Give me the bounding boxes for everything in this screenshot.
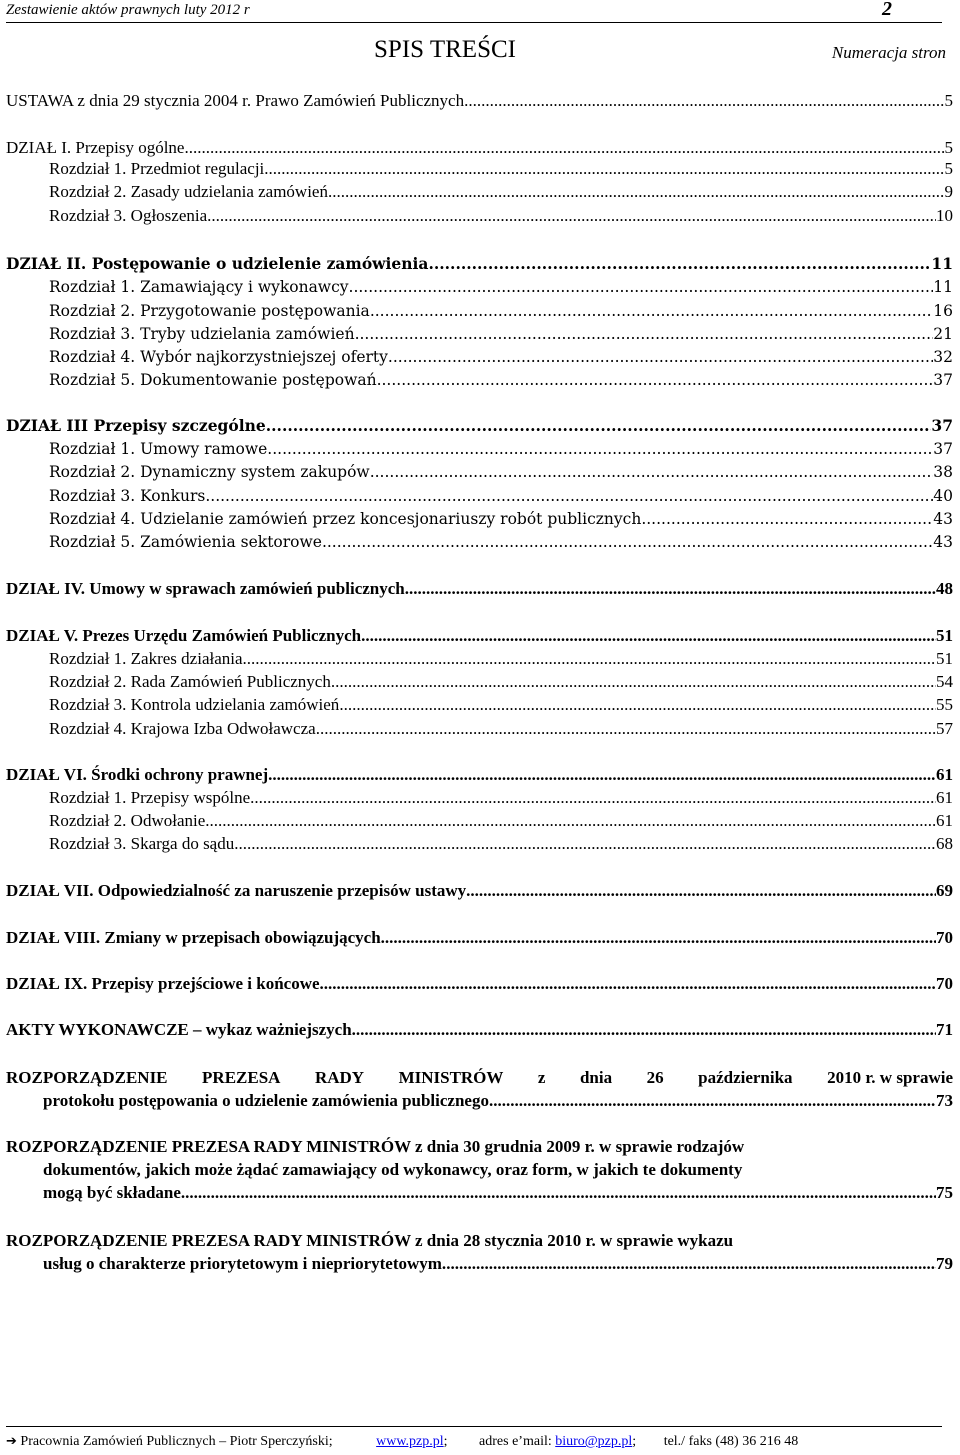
toc-entry-page: 71 [936, 1020, 953, 1039]
toc-entry-text: Rozdział 4. Wybór najkorzystniejszej oferty [49, 348, 388, 366]
leader-dots [466, 880, 936, 902]
toc-entry-text: DZIAŁ IV. Umowy w sprawach zamówień publicznych [6, 579, 405, 598]
toc-entry-section[interactable] [6, 625, 953, 647]
toc-entry-text: DZIAŁ I. Przepisy ogólne [6, 138, 185, 157]
page-header [6, 0, 942, 23]
toc-entry-page: 43 [933, 510, 953, 528]
toc-entry-section[interactable] [6, 578, 953, 600]
toc-entry-page: 37 [931, 416, 953, 435]
toc-entry-section[interactable] [6, 253, 953, 275]
toc-entry-regulation[interactable] [6, 1066, 953, 1112]
toc-entry-page: 5 [944, 91, 953, 110]
toc-entry-regulation[interactable] [6, 1229, 953, 1275]
toc-entry-text: Rozdział 1. Umowy ramowe [49, 440, 268, 458]
toc-entry-page: 51 [936, 649, 953, 668]
leader-dots [268, 764, 936, 786]
leader-dots [464, 90, 944, 112]
toc-entry-chapter[interactable] [49, 787, 953, 809]
toc-entry-chapter[interactable] [49, 158, 953, 180]
toc-entry-page: 32 [933, 348, 953, 366]
toc-entry-page: 21 [933, 325, 953, 343]
leader-dots [349, 276, 934, 298]
footer-website-link[interactable] [376, 1434, 447, 1450]
toc-entry-chapter[interactable] [49, 485, 953, 507]
leader-dots [185, 1181, 936, 1204]
regulation-line [6, 1135, 953, 1158]
toc-entry-section[interactable] [6, 764, 953, 786]
leader-dots [205, 485, 933, 507]
toc-entry-text: Rozdział 2. Przygotowanie postępowania [49, 302, 370, 320]
toc-entry-page: 61 [936, 788, 953, 807]
toc-entry-page: 54 [936, 672, 953, 691]
toc-entry-page: 68 [936, 834, 953, 853]
toc-entry-section[interactable] [6, 137, 953, 159]
toc-entry-regulation[interactable] [6, 1135, 953, 1204]
toc-entry-page: 55 [936, 695, 953, 714]
toc-entry-text: Rozdział 3. Skarga do sądu [49, 834, 235, 853]
toc-entry-text: usług o charakterze priorytetowym i niepriorytetowym. [43, 1254, 447, 1273]
leader-dots [339, 694, 936, 716]
regulation-word: października [698, 1068, 793, 1087]
toc-entry-page: 43 [933, 533, 953, 551]
leader-dots [641, 508, 933, 530]
toc-entry-act[interactable] [6, 90, 953, 112]
toc-entry-page: 40 [933, 487, 953, 505]
leader-dots [250, 787, 936, 809]
footer-org: Pracownia Zamówień Publicznych – Piotr Sperczyński; [20, 1434, 333, 1449]
toc-entry-text: Rozdział 1. Przepisy wspólne [49, 788, 251, 807]
toc-entry-chapter[interactable] [49, 323, 953, 345]
toc-entry-page: 9 [944, 182, 953, 201]
regulation-line [6, 1252, 953, 1275]
leader-dots [428, 253, 931, 275]
toc-entry-text: Rozdział 3. Ogłoszenia [49, 206, 208, 225]
toc-entry-page: 5 [944, 159, 953, 178]
toc-entry-page: 48 [936, 579, 953, 598]
toc-entry-page: 11 [933, 278, 953, 296]
toc-entry-chapter[interactable] [49, 531, 953, 553]
toc-entry-chapter[interactable] [49, 369, 953, 391]
leader-dots [234, 833, 936, 855]
toc-entry-text: protokołu postępowania o udzielenie zamówienia publicznego [43, 1091, 489, 1110]
toc-entry-page: 37 [933, 371, 953, 389]
toc-entry-page: 61 [936, 765, 953, 784]
toc-entry-chapter[interactable] [49, 346, 953, 368]
toc-entry-text: DZIAŁ VII. Odpowiedzialność za naruszenie przepisów ustawy [6, 881, 467, 900]
toc-entry-page: 57 [936, 719, 953, 738]
toc-entry-page: 79 [936, 1254, 953, 1273]
regulation-word: PREZESA [202, 1068, 281, 1087]
toc-entry-text: Rozdział 2. Rada Zamówień Publicznych [49, 672, 331, 691]
toc-entry-text: Rozdział 1. Zakres działania [49, 649, 243, 668]
regulation-line [6, 1229, 953, 1252]
toc-entry-text: DZIAŁ II. Postępowanie o udzielenie zamówienia [6, 254, 429, 273]
leader-dots [264, 158, 944, 180]
leader-dots [388, 346, 933, 368]
regulation-text: ROZPORZĄDZENIE PREZESA RADY MINISTRÓW z dnia 28 stycznia 2010 r. w sprawie wykazu [6, 1231, 734, 1250]
leader-dots [370, 461, 934, 483]
footer-separator: ; [632, 1434, 637, 1449]
toc-entry-text: Rozdział 3. Tryby udzielania zamówień [49, 325, 355, 343]
toc-entry-text: Rozdział 4. Udzielanie zamówień przez koncesjonariuszy robót publicznych [49, 510, 642, 528]
toc-entry-text: Rozdział 4. Krajowa Izba Odwoławcza [49, 719, 316, 738]
regulation-word: dnia [579, 1068, 613, 1087]
numbering-label: Numeracja stron [831, 43, 946, 62]
leader-dots [320, 973, 936, 995]
toc-entry-text: DZIAŁ VI. Środki ochrony prawnej [6, 765, 269, 784]
toc-entry-chapter[interactable] [49, 300, 953, 322]
toc-entry-text: DZIAŁ VIII. Zmiany w przepisach obowiązujących [6, 928, 381, 947]
leader-dots [266, 415, 932, 437]
toc-entry-chapter[interactable] [49, 276, 953, 298]
toc-entry-section[interactable] [6, 973, 953, 995]
toc-entry-text: AKTY WYKONAWCZE – wykaz ważniejszych. [6, 1020, 356, 1039]
toc-entry-chapter[interactable] [49, 810, 953, 832]
page-number: 2 [882, 0, 892, 20]
footer-email[interactable] [555, 1434, 636, 1450]
regulation-line [6, 1181, 953, 1204]
toc-entry-chapter[interactable] [49, 648, 953, 670]
leader-dots [381, 927, 936, 949]
footer-separator: ; [443, 1434, 448, 1449]
toc-entry-page: 16 [933, 302, 953, 320]
toc-entry-text: Rozdział 3. Kontrola udzielania zamówień [49, 695, 340, 714]
toc-entry-page: 51 [936, 626, 953, 645]
leader-dots [243, 648, 936, 670]
toc-entry-section[interactable] [6, 927, 953, 949]
toc-entry-text: DZIAŁ V. Prezes Urzędu Zamówień Publicznych [6, 626, 362, 645]
toc-entry-page: 75 [936, 1183, 953, 1202]
toc-entry-page: 5 [944, 138, 953, 157]
toc-entry-page: 73 [936, 1091, 953, 1110]
toc-entry-chapter[interactable] [49, 833, 953, 855]
toc-entry-page: 11 [931, 254, 953, 273]
leader-dots [267, 438, 933, 460]
regulation-word: MINISTRÓW [398, 1068, 504, 1087]
toc-entry-text: DZIAŁ III Przepisy szczególne [6, 416, 266, 435]
document-title: Zestawienie aktów prawnych luty 2012 r [6, 2, 250, 18]
toc-entry-text: mogą być składane. [43, 1183, 186, 1202]
leader-dots [446, 1252, 936, 1275]
regulation-line [6, 1066, 953, 1089]
leader-dots [489, 1089, 936, 1112]
toc-entry-page: 70 [936, 928, 953, 947]
leader-dots [328, 181, 945, 203]
toc-entry-chapter[interactable] [49, 671, 953, 693]
toc-entry-chapter[interactable] [49, 438, 953, 460]
toc-entry-chapter[interactable] [49, 205, 953, 227]
toc-entry-chapter[interactable] [49, 508, 953, 530]
leader-dots [377, 369, 934, 391]
toc-entry-page: 69 [936, 881, 953, 900]
regulation-text: ROZPORZĄDZENIE PREZESA RADY MINISTRÓW z dnia 30 grudnia 2009 r. w sprawie rodzajów [6, 1137, 745, 1156]
toc-entry-page: 38 [933, 463, 953, 481]
leader-dots [207, 205, 936, 227]
leader-dots [205, 810, 936, 832]
toc-entry-text: Rozdział 3. Konkurs [49, 487, 206, 505]
toc-entry-chapter[interactable] [49, 461, 953, 483]
regulation-word: ROZPORZĄDZENIE [6, 1068, 168, 1087]
leader-dots [184, 137, 944, 159]
regulation-text: dokumentów, jakich może żądać zamawiający od wykonawcy, oraz form, w jakich te dokumenty [43, 1160, 743, 1179]
website-link[interactable]: www.pzp.pl [376, 1434, 444, 1449]
leader-dots [356, 1019, 936, 1041]
toc-entry-page: 61 [936, 811, 953, 830]
toc-entry-text: Rozdział 2. Zasady udzielania zamówień [49, 182, 328, 201]
leader-dots [322, 531, 933, 553]
leader-dots [331, 671, 936, 693]
toc-entry-chapter[interactable] [49, 718, 953, 740]
regulation-word: 2010 r. w sprawie [827, 1068, 953, 1087]
toc-entry-section[interactable] [6, 880, 953, 902]
page-footer [6, 1426, 942, 1450]
leader-dots [370, 300, 933, 322]
regulation-line [6, 1158, 953, 1181]
regulation-line [6, 1089, 953, 1112]
toc-entry-chapter[interactable] [49, 181, 953, 203]
toc-entry-section[interactable] [6, 1019, 953, 1041]
toc-entry-text: Rozdział 2. Odwołanie [49, 811, 206, 830]
regulation-word: RADY [314, 1068, 365, 1087]
leader-dots [361, 625, 936, 647]
leader-dots [316, 718, 936, 740]
toc-entry-section[interactable] [6, 415, 953, 437]
toc-entry-text: USTAWA z dnia 29 stycznia 2004 r. Prawo Zamówień Publicznych [6, 91, 465, 110]
toc-entry-page: 10 [936, 206, 953, 225]
email-link[interactable]: biuro@pzp.pl [555, 1434, 633, 1449]
toc-heading: SPIS TREŚCI [374, 36, 516, 63]
regulation-word: 26 [646, 1068, 664, 1087]
arrow-right-icon: ➔ [6, 1434, 17, 1449]
leader-dots [405, 578, 936, 600]
toc-entry-page: 37 [933, 440, 953, 458]
footer-phone: tel./ faks (48) 36 216 48 [663, 1434, 799, 1449]
toc-entry-text: Rozdział 1. Przedmiot regulacji [49, 159, 265, 178]
toc-entry-text: Rozdział 5. Zamówienia sektorowe [49, 533, 322, 551]
footer-email-label: adres e’mail: [479, 1434, 552, 1449]
leader-dots [355, 323, 934, 345]
toc-entry-text: Rozdział 2. Dynamiczny system zakupów [49, 463, 370, 481]
toc-entry-page: 70 [936, 974, 953, 993]
toc-entry-text: DZIAŁ IX. Przepisy przejściowe i końcowe [6, 974, 320, 993]
toc-entry-text: Rozdział 1. Zamawiający i wykonawcy [49, 278, 349, 296]
regulation-word: z [537, 1068, 546, 1087]
toc-entry-text: Rozdział 5. Dokumentowanie postępowań [49, 371, 377, 389]
toc-entry-chapter[interactable] [49, 694, 953, 716]
